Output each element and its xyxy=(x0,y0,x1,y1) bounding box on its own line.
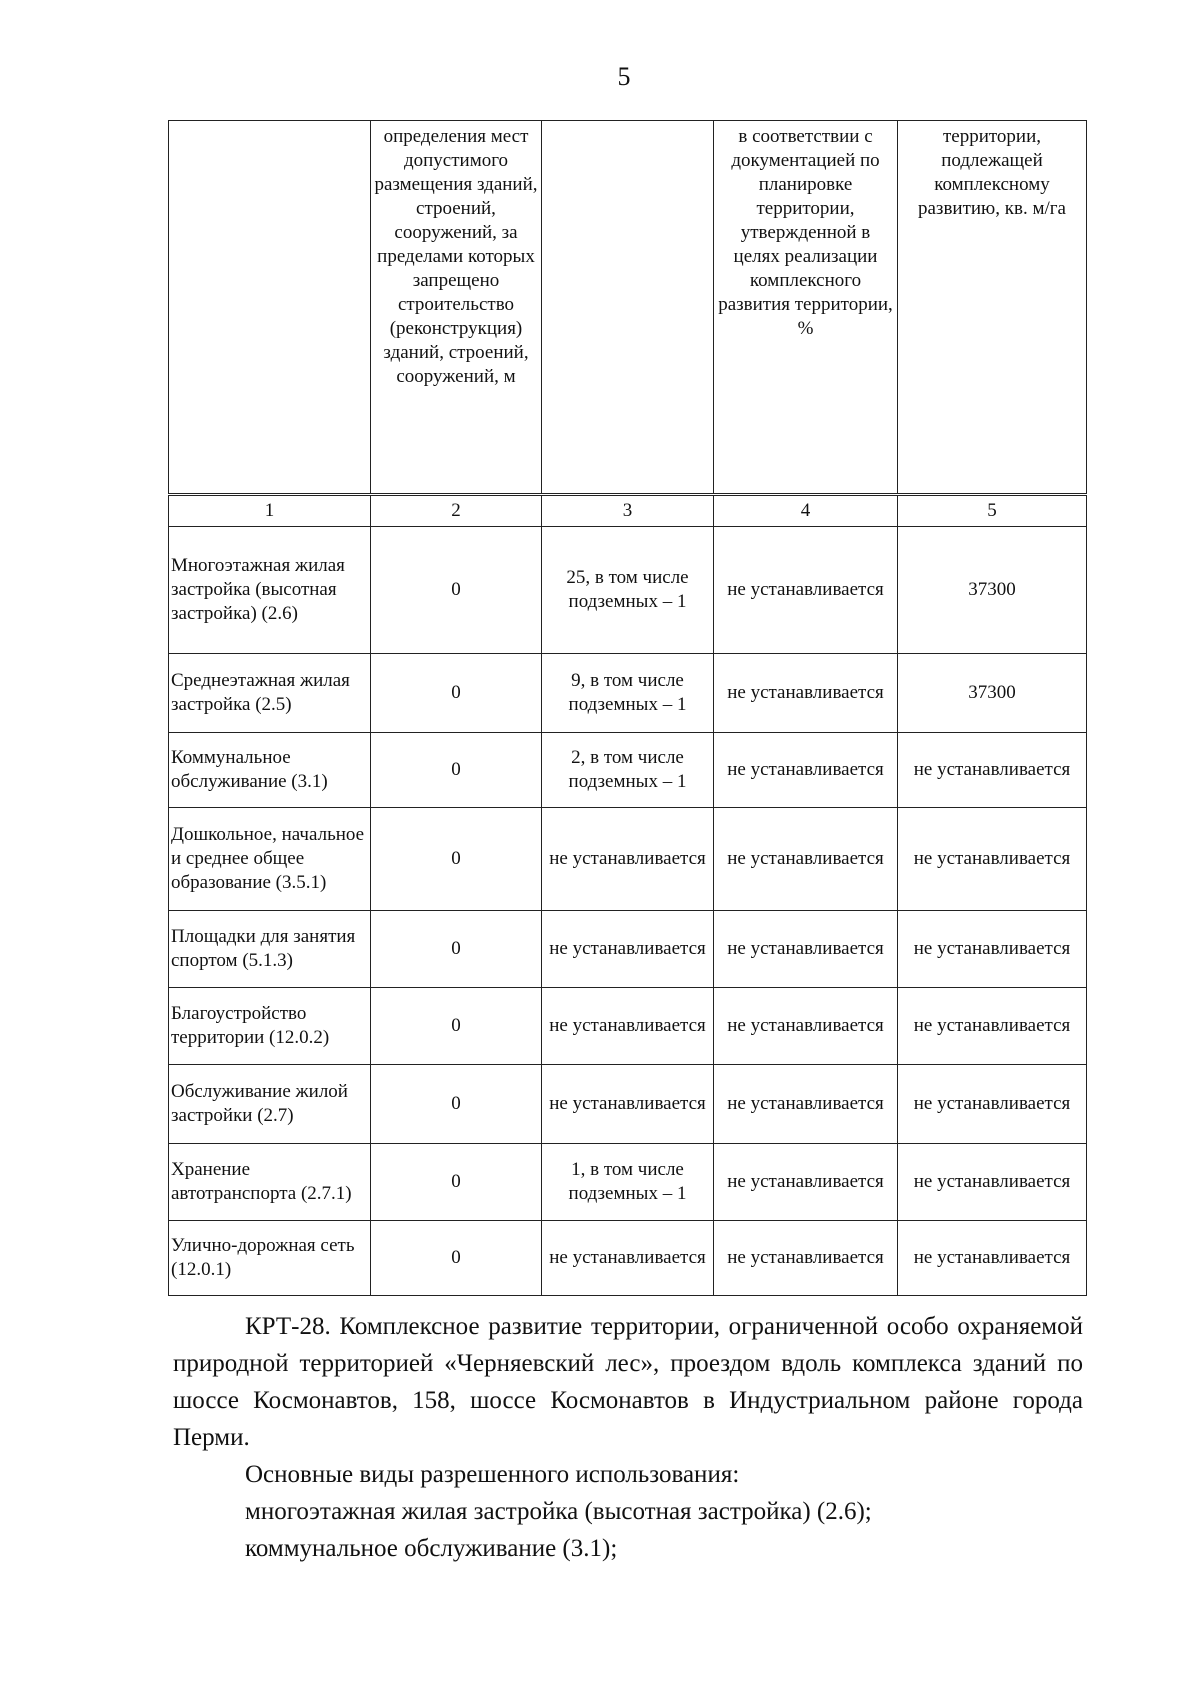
use-type-cell: Обслуживание жилой застройки (2.7) xyxy=(169,1065,371,1144)
table-row xyxy=(169,654,1087,733)
table-cell: не устанавливается xyxy=(898,911,1087,988)
table-cell: не устанавливается xyxy=(898,733,1087,808)
table-cell: 0 xyxy=(371,1221,542,1296)
table-row xyxy=(169,1065,1087,1144)
table-row xyxy=(169,1221,1087,1296)
permitted-use-item: коммунальное обслуживание (3.1); xyxy=(245,1535,618,1562)
table-cell: не устанавливается xyxy=(898,1221,1087,1296)
parameters-table xyxy=(168,120,1087,1296)
use-type-cell: Хранение автотранспорта (2.7.1) xyxy=(169,1144,371,1221)
table-row xyxy=(169,1144,1087,1221)
table-cell: не устанавливается xyxy=(542,988,714,1065)
table-cell: не устанавливается xyxy=(898,1065,1087,1144)
krt-28-paragraph: КРТ-28. Комплексное развитие территории, ограниченной особо охраняемой природной территорией «Черняевский лес», проездом вдоль комплекса зданий по шоссе Космонавтов, 158, шоссе Космонавтов в Индустриальном районе города Перми. xyxy=(173,1313,1083,1451)
use-type-cell: Площадки для занятия спортом (5.1.3) xyxy=(169,911,371,988)
header-cell xyxy=(542,121,714,495)
table-cell: не устанавливается xyxy=(714,1065,898,1144)
table-cell: не устанавливается xyxy=(542,808,714,911)
table-cell: 1, в том числе подземных – 1 xyxy=(542,1144,714,1221)
table-cell: 0 xyxy=(371,654,542,733)
table-cell: не устанавливается xyxy=(898,988,1087,1065)
permitted-uses-heading: Основные виды разрешенного использования: xyxy=(245,1461,740,1488)
table-cell: не устанавливается xyxy=(714,911,898,988)
page-number: 5 xyxy=(617,62,631,91)
table-cell: 2, в том числе подземных – 1 xyxy=(542,733,714,808)
use-type-cell: Дошкольное, начальное и среднее общее образование (3.5.1) xyxy=(169,808,371,911)
table-cell: 0 xyxy=(371,808,542,911)
table-cell: 37300 xyxy=(898,527,1087,654)
table-cell: не устанавливается xyxy=(898,808,1087,911)
column-number: 5 xyxy=(898,495,1087,527)
use-type-cell: Среднеэтажная жилая застройка (2.5) xyxy=(169,654,371,733)
table-cell: не устанавливается xyxy=(542,1221,714,1296)
use-type-cell: Улично-дорожная сеть (12.0.1) xyxy=(169,1221,371,1296)
table-cell: 0 xyxy=(371,527,542,654)
table-cell: не устанавливается xyxy=(714,654,898,733)
header-cell: в соответствии с документацией по планировке территории, утвержденной в целях реализации комплексного развития территории, % xyxy=(714,121,898,495)
table-row xyxy=(169,911,1087,988)
header-cell: определения мест допустимого размещения зданий, строений, сооружений, за пределами которых запрещено строительство (реконструкция) зданий, строений, сооружений, м xyxy=(371,121,542,495)
use-type-cell: Коммунальное обслуживание (3.1) xyxy=(169,733,371,808)
table-row xyxy=(169,733,1087,808)
table-cell: 0 xyxy=(371,1065,542,1144)
table-cell: 25, в том числе подземных – 1 xyxy=(542,527,714,654)
table-row xyxy=(169,808,1087,911)
table-cell: не устанавливается xyxy=(714,733,898,808)
table-row xyxy=(169,988,1087,1065)
table-cell: не устанавливается xyxy=(542,911,714,988)
use-type-cell: Благоустройство территории (12.0.2) xyxy=(169,988,371,1065)
table-cell: 9, в том числе подземных – 1 xyxy=(542,654,714,733)
column-number: 4 xyxy=(714,495,898,527)
table-cell: 0 xyxy=(371,988,542,1065)
column-number: 2 xyxy=(371,495,542,527)
table-cell: не устанавливается xyxy=(714,988,898,1065)
table-header-row xyxy=(169,121,1087,495)
table-cell: не устанавливается xyxy=(898,1144,1087,1221)
table-cell: не устанавливается xyxy=(714,1221,898,1296)
land-use-table xyxy=(168,120,1086,1296)
table-cell: не устанавливается xyxy=(714,527,898,654)
table-cell: 37300 xyxy=(898,654,1087,733)
table-cell: не устанавливается xyxy=(714,1144,898,1221)
table-cell: не устанавливается xyxy=(542,1065,714,1144)
table-cell: не устанавливается xyxy=(714,808,898,911)
header-cell xyxy=(169,121,371,495)
column-number-row xyxy=(169,495,1087,527)
column-number: 3 xyxy=(542,495,714,527)
table-cell: 0 xyxy=(371,1144,542,1221)
table-cell: 0 xyxy=(371,733,542,808)
table-cell: 0 xyxy=(371,911,542,988)
use-type-cell: Многоэтажная жилая застройка (высотная застройка) (2.6) xyxy=(169,527,371,654)
header-cell: территории, подлежащей комплексному развитию, кв. м/га xyxy=(898,121,1087,495)
table-row xyxy=(169,527,1087,654)
body-text xyxy=(173,1308,1083,1567)
permitted-use-item: многоэтажная жилая застройка (высотная застройка) (2.6); xyxy=(245,1498,872,1525)
column-number: 1 xyxy=(169,495,371,527)
